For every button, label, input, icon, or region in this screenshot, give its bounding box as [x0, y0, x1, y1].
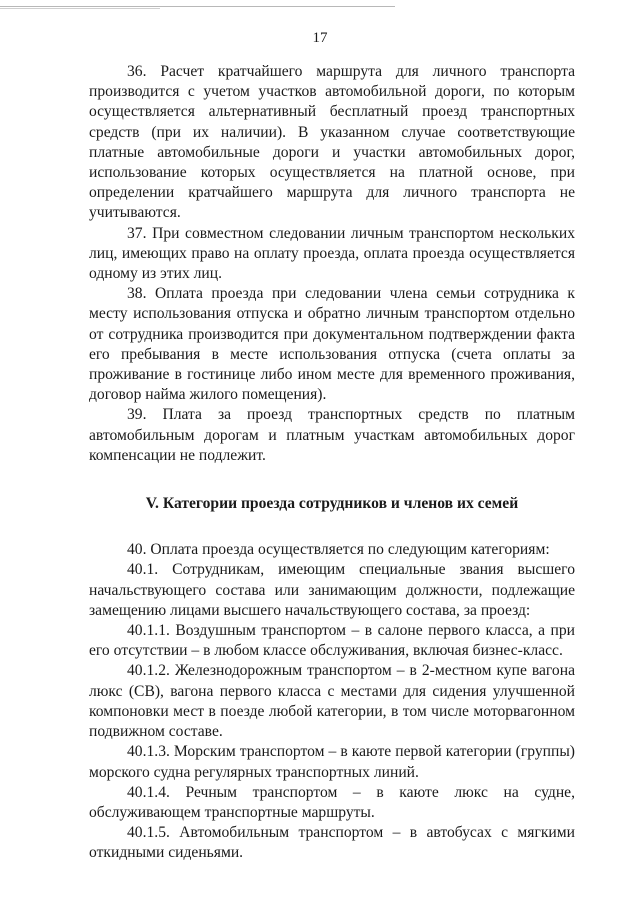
- paragraph-40-1-4: 40.1.4. Речным транспортом – в каюте люкс на судне, обслуживающем транспортные маршруты.: [89, 783, 575, 821]
- paragraph-40-1-1: 40.1.1. Воздушным транспортом – в салоне первого класса, а при его отсутствии – в любом классе обслуживания, включая бизнес-класс.: [89, 622, 575, 660]
- paragraph-37: 37. При совместном следовании личным транспортом нескольких лиц, имеющих право на оплату проезда, оплата проезда осуществляется одному из этих лиц.: [89, 224, 575, 283]
- paragraph-40-1: 40.1. Сотрудникам, имеющим специальные звания высшего начальствующего состава или занимающим должности, подлежащие замещению лицами высшего начальствующего состава, за проезд:: [89, 561, 575, 619]
- paragraph-40-1-5: 40.1.5. Автомобильным транспортом – в автобусах с мягкими откидными сиденьями.: [89, 824, 575, 862]
- scan-artifact-line: [0, 8, 160, 9]
- paragraph-40-1-3: 40.1.3. Морским транспортом – в каюте первой категории (группы) морского судна регулярных транспортных линий.: [89, 743, 575, 781]
- scan-artifact-line: [0, 6, 395, 7]
- document-body: [89, 62, 575, 864]
- paragraph-39: 39. Плата за проезд транспортных средств по платным автомобильным дорогам и платным участкам автомобильных дорог компенсации не подлежит.: [89, 406, 575, 464]
- paragraph-40-1-2: 40.1.2. Железнодорожным транспортом – в 2-местном купе вагона люкс (СВ), вагона первого класса с местами для сидения улучшенной компоновки мест в поезде любой категории, в том числе моторвагонном подвижном составе.: [89, 662, 575, 741]
- paragraph-36: 36. Расчет кратчайшего маршрута для личного транспорта производится с учетом участков автомобильной дороги, по которым осуществляется альтернативный бесплатный проезд транспортных средств (при их наличии). В указанном случае соответствующие платные автомобильные дороги и участки автомобильных дорог, использование которых осуществляется на платной основе, при определении кратчайшего маршрута для личного транспорта не учитываются.: [89, 63, 575, 222]
- paragraph-38: 38. Оплата проезда при следовании члена семьи сотрудника к месту использования отпуска и обратно личным транспортом отдельно от сотрудника производится при документальном подтверждении факта его пребывания в месте использования отпуска (счета оплаты за проживание в гостинице либо ином месте для временного проживания, договор найма жилого помещения).: [89, 285, 575, 404]
- paragraph-40: 40. Оплата проезда осуществляется по следующим категориям:: [127, 541, 550, 559]
- page-number: 17: [312, 30, 328, 46]
- section-heading: V. Категории проезда сотрудников и членов их семей: [145, 495, 519, 513]
